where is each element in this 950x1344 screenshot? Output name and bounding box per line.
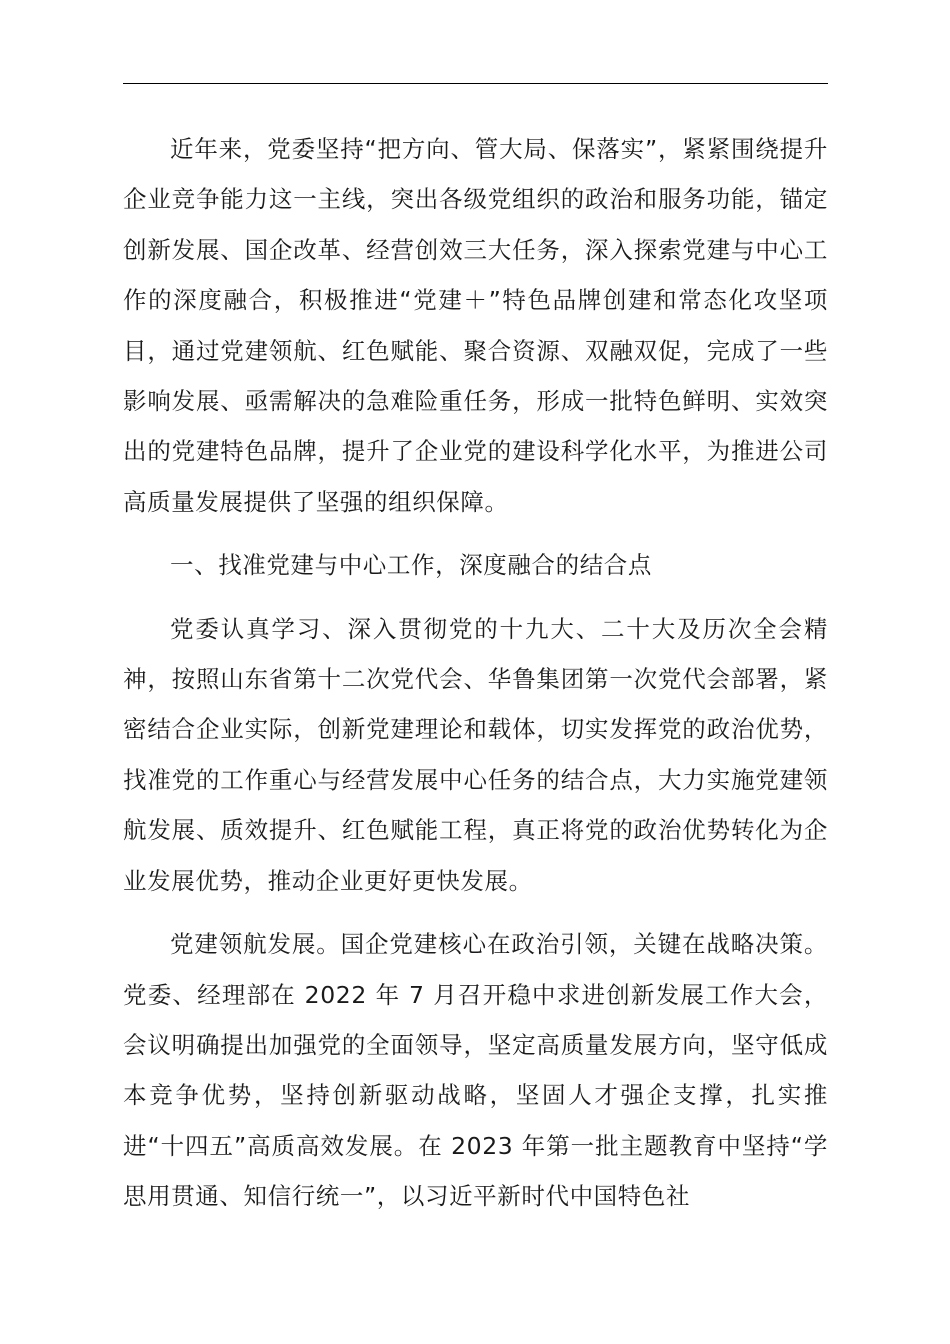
- intro-paragraph: 近年来，党委坚持“把方向、管大局、保落实”，紧紧围绕提升企业竞争能力这一主线，突出各级党组织的政治和服务功能，锚定创新发展、国企改革、经营创效三大任务，深入探索党建与中心工作的深度融合，积极推进“党建＋”特色品牌创建和常态化攻坚项目，通过党建领航、红色赋能、聚合资源、双融双促，完成了一些影响发展、亟需解决的急难险重任务，形成一批特色鲜明、实效突出的党建特色品牌，提升了企业党的建设科学化水平，为推进公司高质量发展提供了坚强的组织保障。: [123, 135, 828, 516]
- document-body: [123, 124, 828, 1222]
- body-paragraph: 党建领航发展。国企党建核心在政治引领，关键在战略决策。党委、经理部在 2022 年 7 月召开稳中求进创新发展工作大会，会议明确提出加强党的全面领导，坚定高质量发展方向，坚守低成本竞争优势，坚持创新驱动战略，坚固人才强企支撑，扎实推进“十四五”高质高效发展。在 2023 年第一批主题教育中坚持“学思用贯通、知信行统一”，以习近平新时代中国特色社: [123, 930, 828, 1211]
- header-rule: [123, 83, 828, 84]
- body-paragraph: 党委认真学习、深入贯彻党的十九大、二十大及历次全会精神，按照山东省第十二次党代会、华鲁集团第一次党代会部署，紧密结合企业实际，创新党建理论和载体，切实发挥党的政治优势，找准党的工作重心与经营发展中心任务的结合点，大力实施党建领航发展、质效提升、红色赋能工程，真正将党的政治优势转化为企业发展优势，推动企业更好更快发展。: [123, 614, 828, 895]
- section-heading: 一、找准党建与中心工作，深度融合的结合点: [170, 551, 652, 580]
